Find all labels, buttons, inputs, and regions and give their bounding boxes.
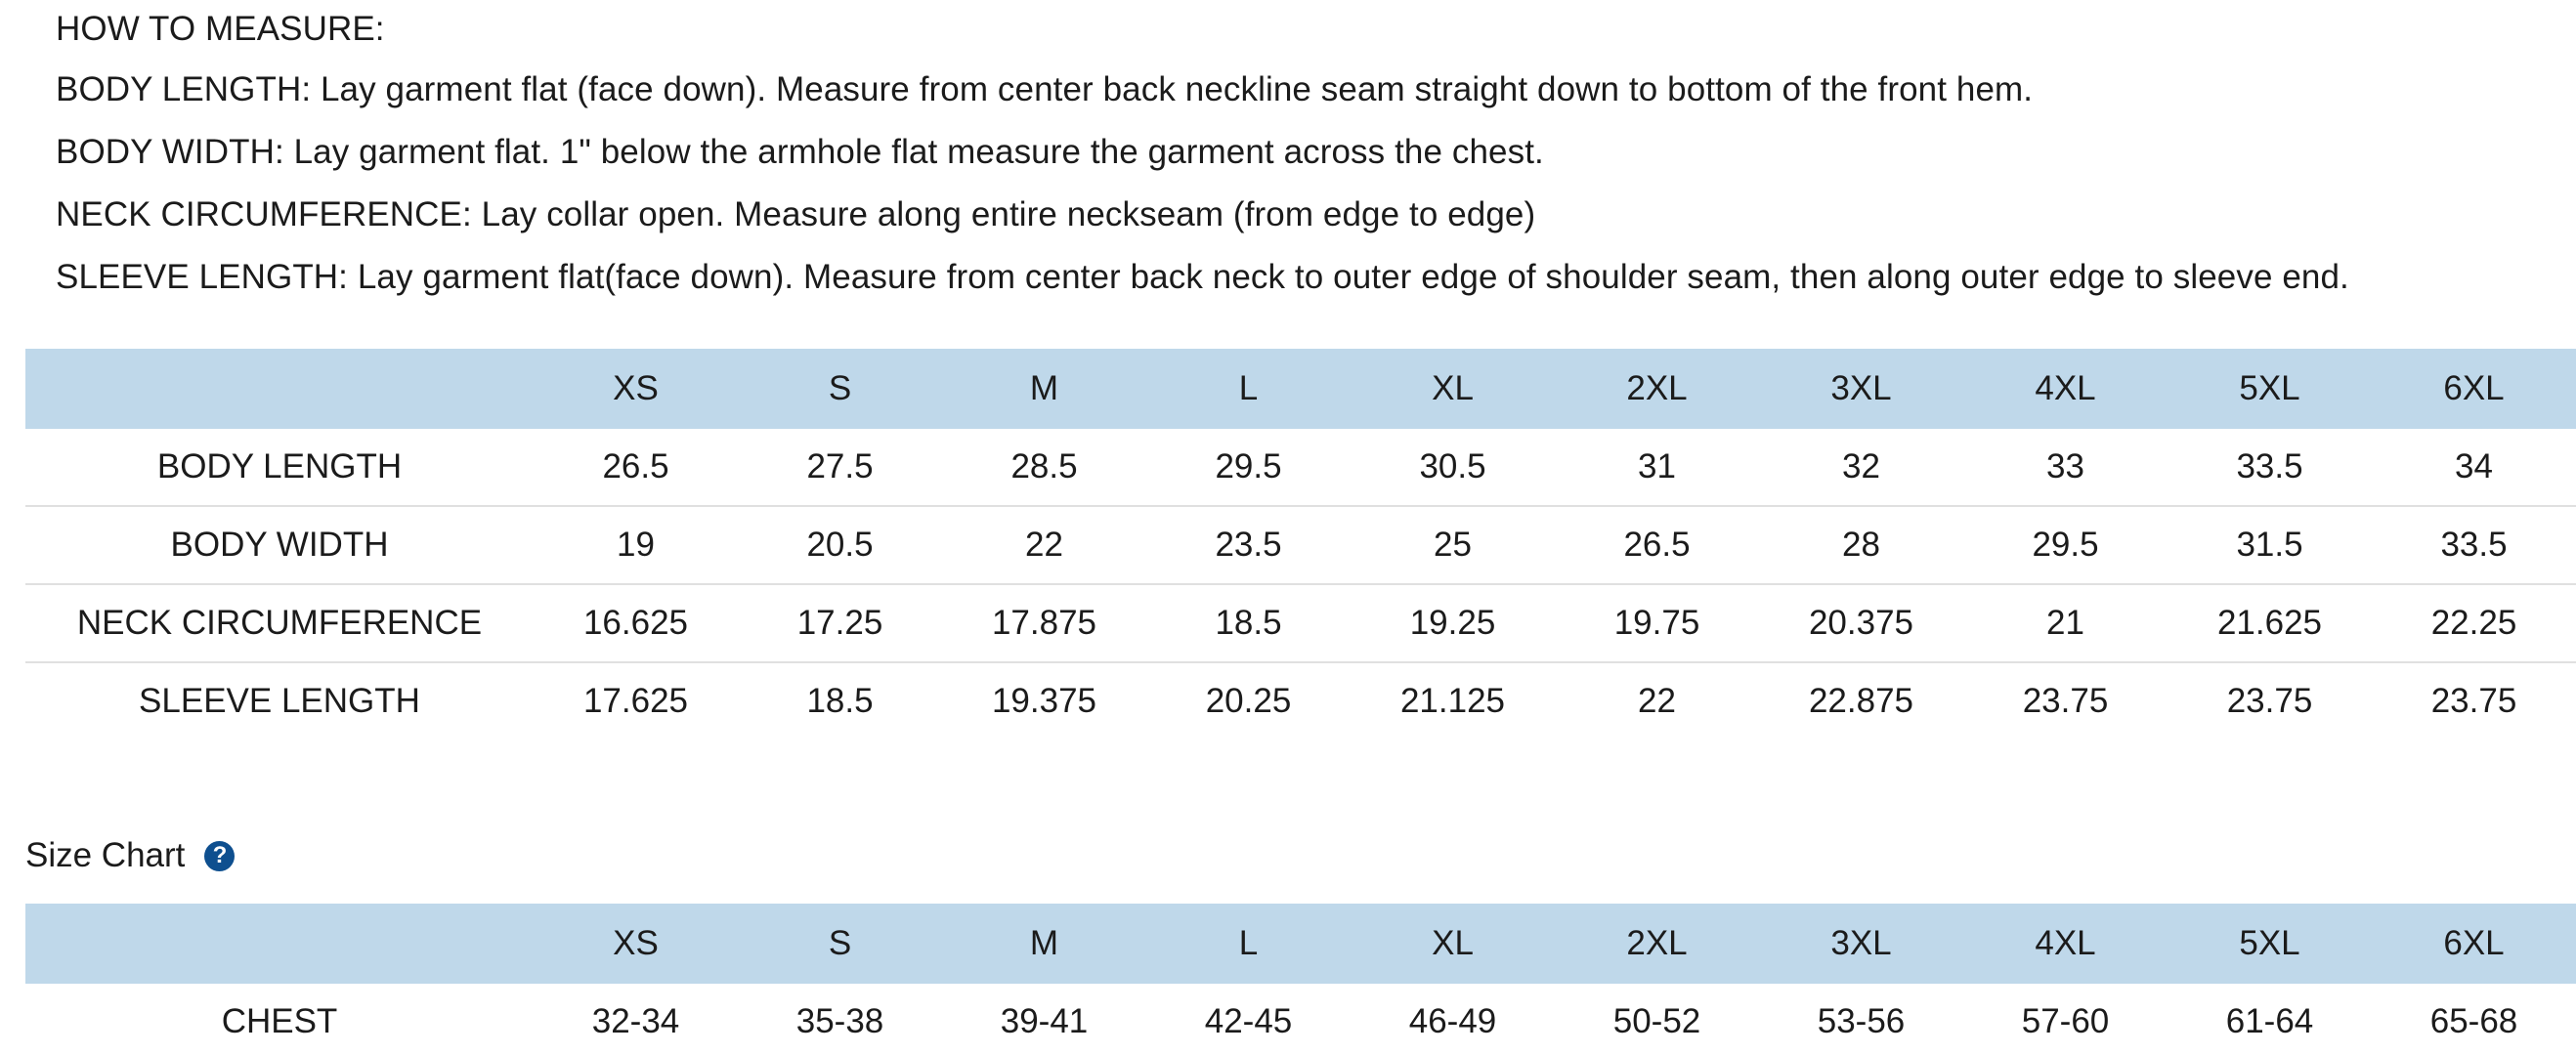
table-cell: 32-34 bbox=[591, 1002, 680, 1040]
table-cell: 19 bbox=[534, 506, 738, 584]
header-size: 5XL bbox=[2239, 924, 2300, 962]
table-cell: 29.5 bbox=[1146, 429, 1351, 506]
table-cell: 17.625 bbox=[582, 682, 689, 720]
table-cell: 21.125 bbox=[1399, 682, 1506, 720]
header-size: S bbox=[828, 924, 852, 962]
how-to-measure-section bbox=[56, 0, 2557, 309]
table-cell: 23.75 bbox=[2022, 682, 2109, 720]
table-cell: 34 bbox=[2372, 429, 2576, 506]
table-cell: 32 bbox=[1759, 429, 1963, 506]
header-size: M bbox=[1029, 369, 1059, 407]
table-cell: 22.25 bbox=[2372, 584, 2576, 662]
table-cell: 22 bbox=[942, 506, 1146, 584]
table-cell: 19.25 bbox=[1351, 584, 1555, 662]
table-cell: 20.375 bbox=[1759, 584, 1963, 662]
header-size: 6XL bbox=[2443, 924, 2505, 962]
measurements-header-row bbox=[25, 349, 2576, 429]
header-size: XS bbox=[613, 369, 659, 407]
table-cell: 17.875 bbox=[942, 584, 1146, 662]
header-size: 3XL bbox=[1830, 369, 1892, 407]
table-cell: 31 bbox=[1555, 429, 1759, 506]
header-size: 4XL bbox=[2035, 369, 2096, 407]
instruction-body-length: BODY LENGTH: Lay garment flat (face down). Measure from center back neckline seam straight down to bottom of the front hem. bbox=[56, 70, 2034, 108]
table-cell: 21 bbox=[1963, 584, 2168, 662]
how-to-measure-heading: HOW TO MEASURE: bbox=[56, 10, 385, 48]
table-cell: 20.25 bbox=[1205, 682, 1292, 720]
header-empty-cell bbox=[25, 349, 534, 429]
table-cell: 46-49 bbox=[1408, 1002, 1497, 1040]
table-cell: 57-60 bbox=[2021, 1002, 2110, 1040]
header-size: XL bbox=[1432, 369, 1474, 407]
header-size: L bbox=[1238, 369, 1259, 407]
table-row bbox=[25, 662, 2576, 739]
header-size: 2XL bbox=[1626, 369, 1688, 407]
table-cell: 29.5 bbox=[1963, 506, 2168, 584]
table-cell: 18.5 bbox=[806, 682, 874, 720]
table-cell: 23.75 bbox=[2226, 682, 2313, 720]
table-cell: 23.75 bbox=[2430, 682, 2517, 720]
table-cell: 65-68 bbox=[2429, 1002, 2518, 1040]
table-cell: 28 bbox=[1759, 506, 1963, 584]
table-cell: 26.5 bbox=[1555, 506, 1759, 584]
table-cell: 27.5 bbox=[738, 429, 942, 506]
table-cell: 42-45 bbox=[1204, 1002, 1293, 1040]
table-cell: 19.75 bbox=[1555, 584, 1759, 662]
table-cell: 61-64 bbox=[2225, 1002, 2314, 1040]
table-row bbox=[25, 506, 2576, 584]
size-chart-title: Size Chart bbox=[25, 836, 186, 874]
table-cell: 30.5 bbox=[1351, 429, 1555, 506]
row-label: NECK CIRCUMFERENCE bbox=[25, 584, 534, 662]
header-size: M bbox=[1029, 924, 1059, 962]
size-chart-heading bbox=[25, 828, 235, 883]
table-cell: 33.5 bbox=[2372, 506, 2576, 584]
header-size: 5XL bbox=[2239, 369, 2300, 407]
table-cell: 26.5 bbox=[534, 429, 738, 506]
row-label: CHEST bbox=[221, 1002, 338, 1040]
measurements-table bbox=[25, 349, 2576, 739]
table-cell: 33 bbox=[1963, 429, 2168, 506]
instruction-sleeve-length: SLEEVE LENGTH: Lay garment flat(face down). Measure from center back neck to outer edge of shoulder seam, then along outer edge to sleeve end. bbox=[56, 258, 2349, 296]
header-size: 3XL bbox=[1830, 924, 1892, 962]
header-size: 6XL bbox=[2443, 369, 2505, 407]
table-cell: 25 bbox=[1351, 506, 1555, 584]
header-size: 4XL bbox=[2035, 924, 2096, 962]
table-cell: 16.625 bbox=[534, 584, 738, 662]
table-cell: 31.5 bbox=[2168, 506, 2372, 584]
table-row bbox=[25, 984, 2576, 1055]
size-chart-table bbox=[25, 904, 2576, 1055]
row-label: BODY LENGTH bbox=[25, 429, 534, 506]
header-empty-cell bbox=[25, 904, 534, 984]
table-cell: 35-38 bbox=[795, 1002, 884, 1040]
table-cell: 28.5 bbox=[942, 429, 1146, 506]
header-size: L bbox=[1238, 924, 1259, 962]
table-cell: 21.625 bbox=[2168, 584, 2372, 662]
table-row bbox=[25, 584, 2576, 662]
row-label: SLEEVE LENGTH bbox=[139, 682, 420, 720]
table-cell: 20.5 bbox=[738, 506, 942, 584]
table-cell: 23.5 bbox=[1146, 506, 1351, 584]
size-chart-header-row bbox=[25, 904, 2576, 984]
table-cell: 33.5 bbox=[2168, 429, 2372, 506]
instruction-neck-circumference: NECK CIRCUMFERENCE: Lay collar open. Measure along entire neckseam (from edge to edge) bbox=[56, 195, 1536, 233]
table-cell: 39-41 bbox=[1000, 1002, 1089, 1040]
header-size: XS bbox=[613, 924, 659, 962]
header-size: XL bbox=[1432, 924, 1474, 962]
header-size: S bbox=[828, 369, 852, 407]
table-row bbox=[25, 429, 2576, 506]
table-cell: 22 bbox=[1638, 682, 1676, 720]
table-cell: 22.875 bbox=[1808, 682, 1914, 720]
table-cell: 19.375 bbox=[991, 682, 1097, 720]
table-cell: 50-52 bbox=[1612, 1002, 1701, 1040]
question-circle-icon[interactable]: ? bbox=[204, 841, 235, 871]
header-size: 2XL bbox=[1626, 924, 1688, 962]
table-cell: 53-56 bbox=[1817, 1002, 1906, 1040]
table-cell: 18.5 bbox=[1146, 584, 1351, 662]
instruction-body-width: BODY WIDTH: Lay garment flat. 1" below the armhole flat measure the garment across the chest. bbox=[56, 133, 1544, 171]
table-cell: 17.25 bbox=[738, 584, 942, 662]
row-label: BODY WIDTH bbox=[25, 506, 534, 584]
